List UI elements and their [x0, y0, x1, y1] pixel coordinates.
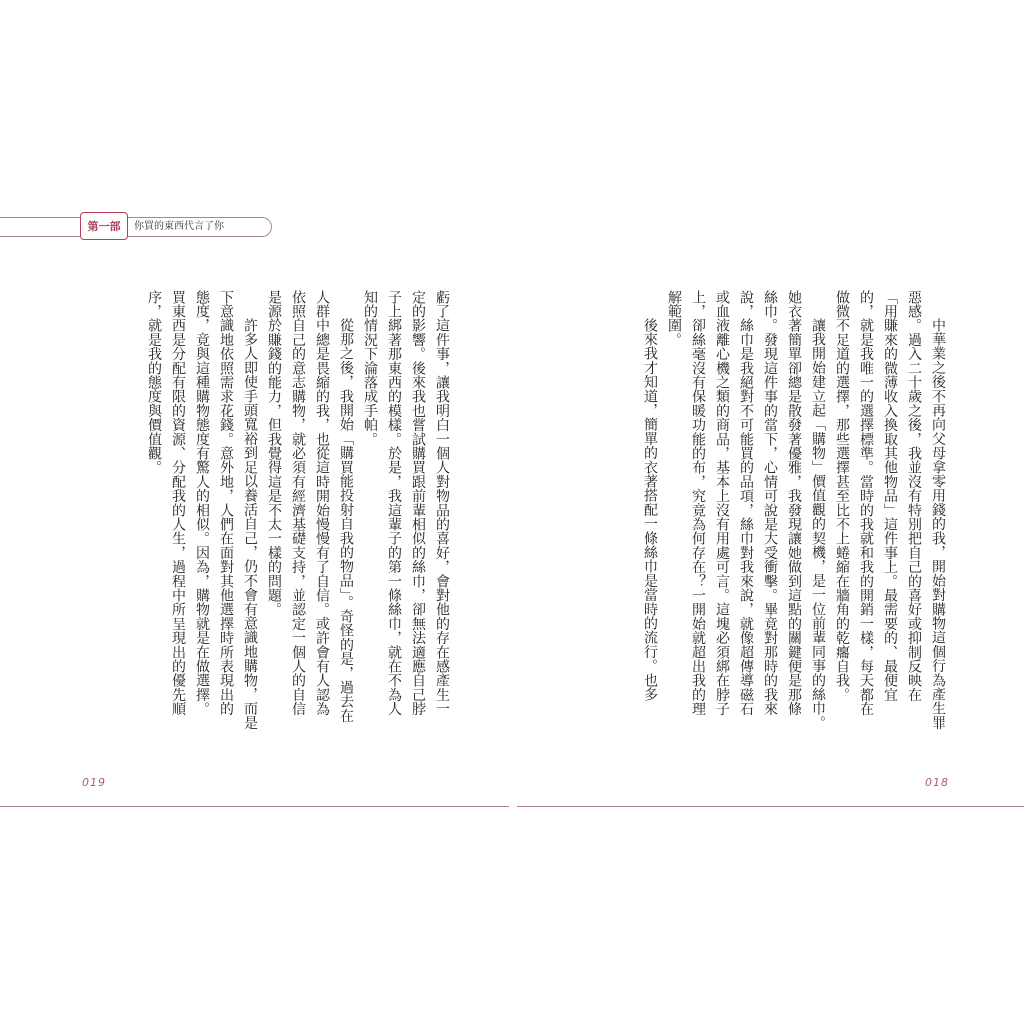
paragraph: 虧了這件事，讓我明白一個人對物品的喜好，會對他的存在感產生一定的影響。後來我也嘗試購買跟前輩相似的絲巾，卻無法適應自己脖子上綁著那東西的模樣。於是，我這輩子的第一條絲巾，就在不為人知的情況下淪落成手帕。: [362, 290, 450, 716]
left-page-body: [76, 290, 454, 730]
chapter-title: 你買的東西代言了你: [134, 221, 224, 232]
paragraph: 後來我才知道，簡單的衣著搭配一條絲巾是當時的流行。也多: [642, 318, 658, 702]
paragraph: 許多人即使手頭寬裕到足以養活自己，仍不會有意識地購物，而是下意識地依照需求花錢。意外地，人們在面對其他選擇時所表現出的態度，竟與這種購物態度有驚人的相似。因為，購物就是在做選擇。買東西是分配有限的資源、分配我的人生，過程中所呈現出的優先順序，就是我的態度與價值觀。: [146, 290, 258, 730]
paragraph: 從那之後，我開始「購買能投射自我的物品」。奇怪的是，過去在人群中總是畏縮的我，也從這時開始慢慢有了自信。或許會有人認為依照自己的意志購物，就必須有經濟基礎支持，並認定一個人的自信是源於賺錢的能力，但我覺得這是不太一樣的問題。: [266, 290, 354, 723]
page-number-right: 018: [925, 776, 949, 789]
bottom-rule-right: [517, 806, 1024, 807]
right-page-body: [578, 290, 950, 730]
bottom-rule-left: [0, 806, 509, 807]
part-label: 第一部: [80, 212, 128, 240]
paragraph: 讓我開始建立起「購物」價值觀的契機，是一位前輩同事的絲巾。她衣著簡單卻總是散發著優雅，我發現讓她做到這點的關鍵便是那條絲巾。發現這件事的當下，心情可說是大受衝擊。畢竟對那時的我來說，絲巾是我絕對不可能買的品項，絲巾對我來說，就像超傳導磁石或血液離心機之類的商品，基本上沒有用處可言。這塊必須綁在脖子上，卻絲毫沒有保暖功能的布，究竟為何存在？一開始就超出我的理解範圍。: [666, 290, 826, 730]
paragraph: 中華業之後不再向父母拿零用錢的我，開始對購物這個行為產生罪惡感。過入二十歲之後，我並沒有特別把自己的喜好或抑制反映在「用賺來的微薄收入換取其他物品」這件事上。最需要的、最便宜的，就是我唯一的選擇標準。當時的我就和我的開銷一樣，每天都在做微不足道的選擇，那些選擇甚至比不上蜷縮在牆角的乾癟自我。: [834, 290, 946, 730]
page-number-left: 019: [82, 776, 106, 789]
